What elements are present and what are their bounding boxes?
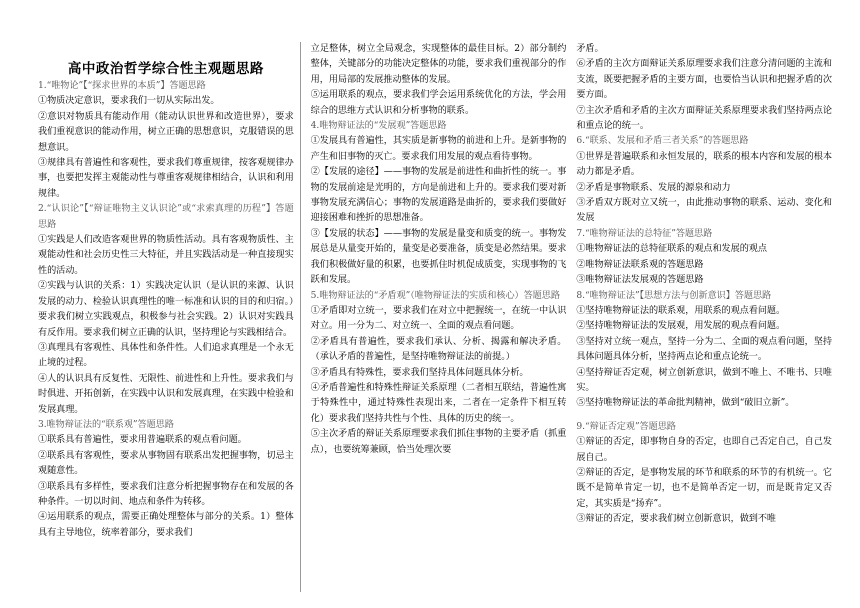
column-1: [38, 42, 301, 592]
column-1-text: 1.“唯物论”【“探求世界的本质”】答题思路 ①物质决定意识，要求我们一切从实际出发。 ②意识对物质具有能动作用（能动认识世界和改造世界），要求我们重视意识的能动作用，树立正确的思想意识，克服错误的思想意识。 ③规律具有普遍性和客观性，要求我们尊重规律，按客观规律办事，也要把发挥主观能动性与尊重客观规律相结合，认识和利用规律。 2.“认识论”【“辩证唯物主义认识论”或“求索真理的历程”】答题思路 ①实践是人们改造客观世界的物质性活动。具有客观物质性、主观能动性和社会历史性三大特征，并且实践活动是一种直接现实性的活动。 ②实践与认识的关系：1）实践决定认识（是认识的来源、认识发展的动力、检验认识真理性的唯一标准和认识的目的和归宿。）要求我们树立实践观点，积极参与社会实践。2）认识对实践具有反作用。要求我们树立正确的认识，坚持理论与实践相结合。 ③真理具有客观性、具体性和条件性。人们追求真理是一个永无止境的过程。 ④人的认识具有反复性、无限性、前进性和上升性。要求我们与时俱进、开拓创新，在实践中认识和发展真理，在实践中检验和发展真理。 3.唯物辩证法的“联系观”答题思路 ①联系具有普遍性，要求用普遍联系的观点看问题。 ②联系具有客观性，要求从事物固有联系出发把握事物，切忌主观随意性。 ③联系具有多样性，要求我们注意分析把握事物存在和发展的各种条件。一切以时间、地点和条件为转移。 ④运用联系的观点，需要正确处理整体与部分的关系。1）整体具有主导地位，统率着部分，要求我们: [38, 81, 294, 538]
column-3: [576, 42, 832, 592]
column-2-text: 立足整体，树立全局观念，实现整体的最佳目标。2）部分制约整体，关键部分的功能决定整体的功能，要求我们重视部分的作用，用局部的发展推动整体的发展。 ⑤运用联系的观点，要求我们学会运用系统优化的方法，学会用综合的思维方式认识和分析事物的联系。 4.唯物辩证法的“发展观”答题思路 ①发展具有普遍性，其实质是新事物的前进和上升。是新事物的产生和旧事物的灭亡。要求我们用发展的观点看待事物。 ②【发展的途径】——事物的发展是前进性和曲折性的统一。事物的发展前途是光明的，方向是前进和上升的。要求我们要对新事物发展充满信心；事物的发展道路是曲折的，要求我们要做好迎接困难和挫折的思想准备。 ③【发展的状态】——事物的发展是量变和质变的统一。事物发展总是从量变开始的，量变是必要准备，质变是必然结果。要求我们积极做好量的积累，也要抓住时机促成质变，实现事物的飞跃和发展。 5.唯物辩证法的“矛盾观”（唯物辩证法的实质和核心）答题思路 ①矛盾即对立统一，要求我们在对立中把握统一，在统一中认识对立。用一分为二、对立统一、全面的观点看问题。 ②矛盾具有普遍性，要求我们承认、分析、揭露和解决矛盾。（承认矛盾的普遍性，是坚持唯物辩证法的前提。） ③矛盾具有特殊性，要求我们坚持具体问题具体分析。 ④矛盾普遍性和特殊性辩证关系原理（二者相互联结，普遍性寓于特殊性中，通过特殊性表现出来，二者在一定条件下相互转化）要求我们坚持共性与个性、具体的历史的统一。 ⑤主次矛盾的辩证关系原理要求我们抓住事物的主要矛盾（抓重点），也要统筹兼顾，恰当处理次要: [310, 44, 567, 455]
document-page: [38, 42, 832, 592]
page-title: 高中政治哲学综合性主观题思路: [67, 61, 264, 77]
column-3-text: 矛盾。 ⑥矛盾的主次方面辩证关系原理要求我们注意分清问题的主流和支流，既要把握矛盾的主要方面，也要恰当认识和把握矛盾的次要方面。 ⑦主次矛盾和矛盾的主次方面辩证关系原理要求我们坚持两点论和重点论的统一。 6.“联系、发展和矛盾三者关系”的答题思路 ①世界是普遍联系和永恒发展的，联系的根本内容和发展的根本动力都是矛盾。 ②矛盾是事物联系、发展的源泉和动力 ③矛盾双方既对立又统一，由此推动事物的联系、运动、变化和发展 7.“唯物辩证法的总特征”答题思路 ①唯物辩证法的总特征联系的观点和发展的观点 ②唯物辩证法联系观的答题思路 ③唯物辩证法发展观的答题思路 8.“唯物辩证法”【思想方法与创新意识】答题思路 ①坚持唯物辩证法的联系观，用联系的观点看问题。 ②坚持唯物辩证法的发展观，用发展的观点看问题。 ③坚持对立统一观点，坚持一分为二、全面的观点看问题，坚持具体问题具体分析，坚持两点论和重点论统一。 ④坚持辩证否定观，树立创新意识，做到不唯上、不唯书、只唯实。 ⑤坚持唯物辩证法的革命批判精神，做到“破旧立新”。 9.“辩证否定观”答题思路 ①辩证的否定，即事物自身的否定，也即自己否定自己，自己发展自己。 ②辩证的否定，是事物发展的环节和联系的环节的有机统一。它既不是简单肯定一切，也不是简单否定一切，而是既肯定又否定，其实质是“扬弃”。 ③辩证的否定，要求我们树立创新意识，做到不唯: [576, 44, 833, 525]
column-2: [311, 42, 567, 592]
